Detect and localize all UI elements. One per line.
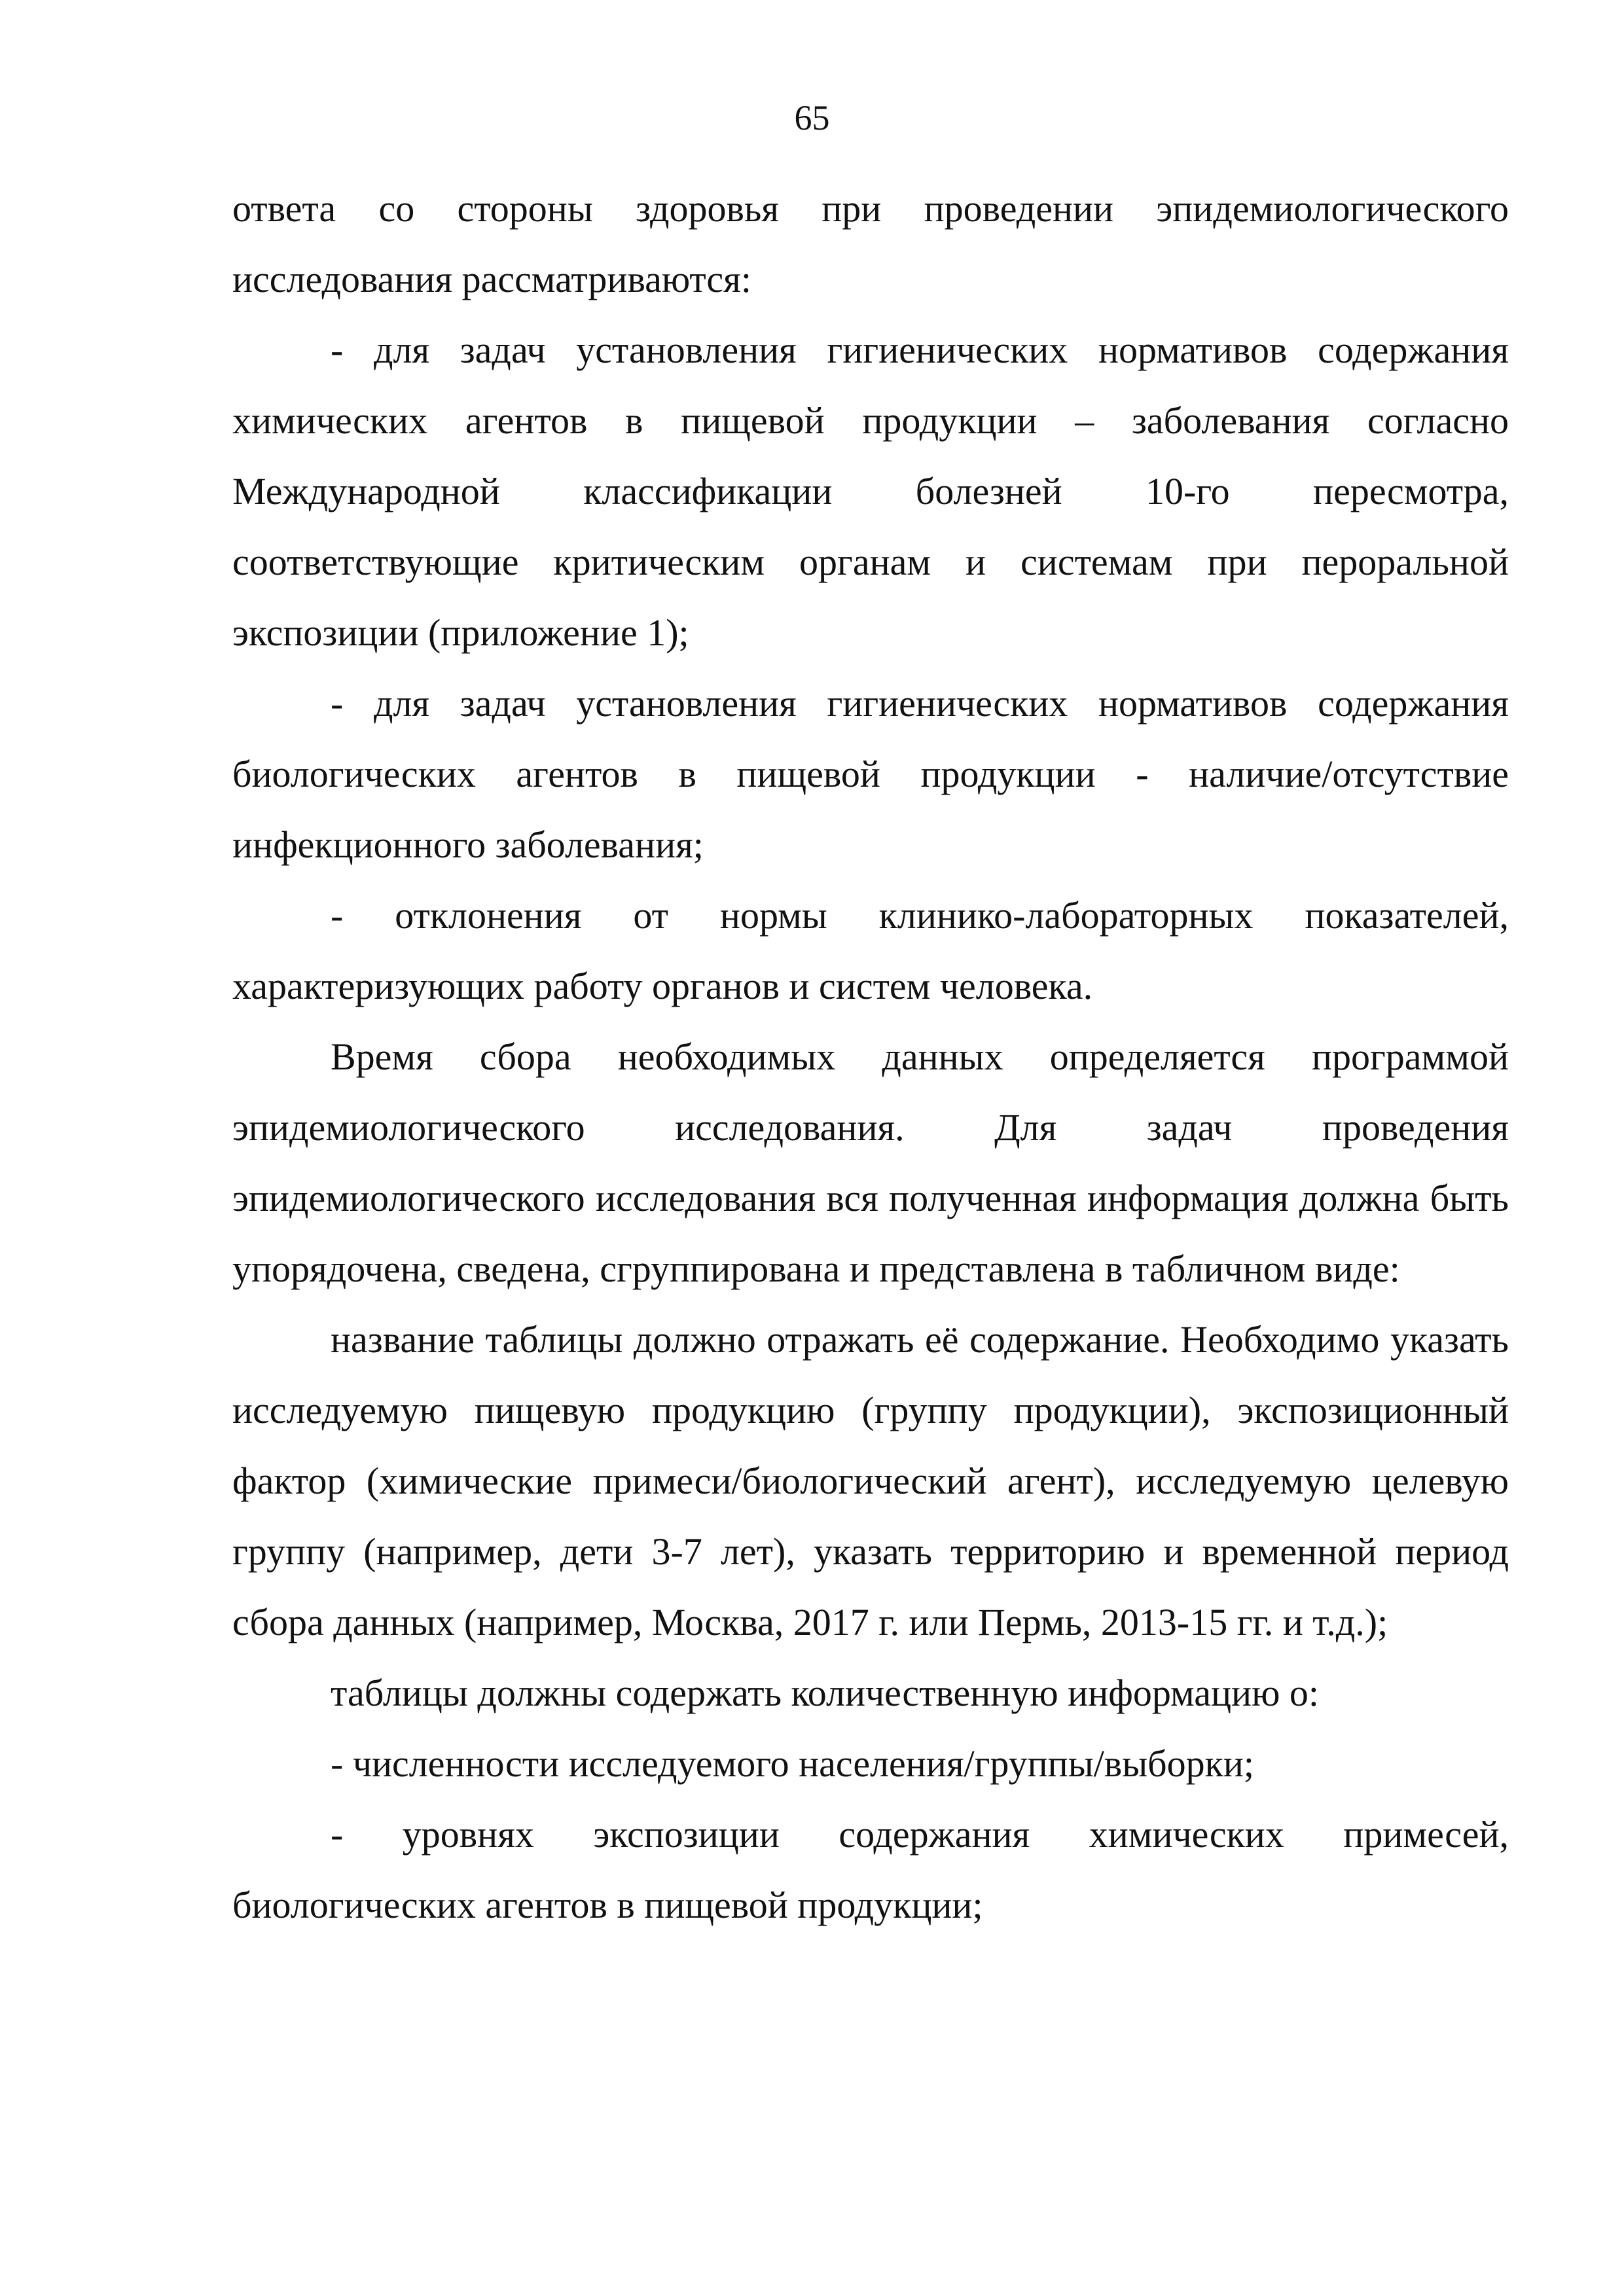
paragraph-exposure-levels: - уровнях экспозиции содержания химических примесей, биологических агентов в пищевой продукции;	[232, 1813, 1509, 1926]
paragraph-table-title-requirements: название таблицы должно отражать её содержание. Необходимо указать исследуемую пищевую продукцию (группу продукции), экспозиционный фактор (химические примеси/биологический агент), исследуемую целевую группу (например, дети 3-7 лет), указать территорию и временной период сбора данных (например, Москва, 2017 г. или Пермь, 2013-15 гг. и т.д.);	[232, 1318, 1509, 1643]
paragraph-chemical-agents: - для задач установления гигиенических нормативов содержания химических агентов в пищевой продукции – заболевания согласно Международной классификации болезней 10-го пересмотра, соответствующие критическим органам и системам при пероральной экспозиции (приложение 1);	[232, 329, 1509, 654]
page-number: 65	[794, 98, 830, 137]
paragraph-health-response-intro: ответа со стороны здоровья при проведении эпидемиологического исследования рассматриваются:	[232, 187, 1509, 300]
paragraph-biological-agents: - для задач установления гигиенических нормативов содержания биологических агентов в пищевой продукции - наличие/отсутствие инфекционного заболевания;	[232, 682, 1509, 866]
paragraph-data-collection-time: Время сбора необходимых данных определяется программой эпидемиологического исследования. Для задач проведения эпидемиологического исследования вся полученная информация должна быть упорядочена, сведена, сгруппирована и представлена в табличном виде:	[232, 1035, 1509, 1290]
paragraph-lab-deviations: - отклонения от нормы клинико-лабораторных показателей, характеризующих работу органов и систем человека.	[232, 894, 1509, 1007]
document-body	[232, 173, 1509, 1941]
paragraph-population-size: - численности исследуемого населения/группы/выборки;	[331, 1742, 1255, 1785]
paragraph-table-content-intro: таблицы должны содержать количественную информацию о:	[331, 1672, 1320, 1714]
